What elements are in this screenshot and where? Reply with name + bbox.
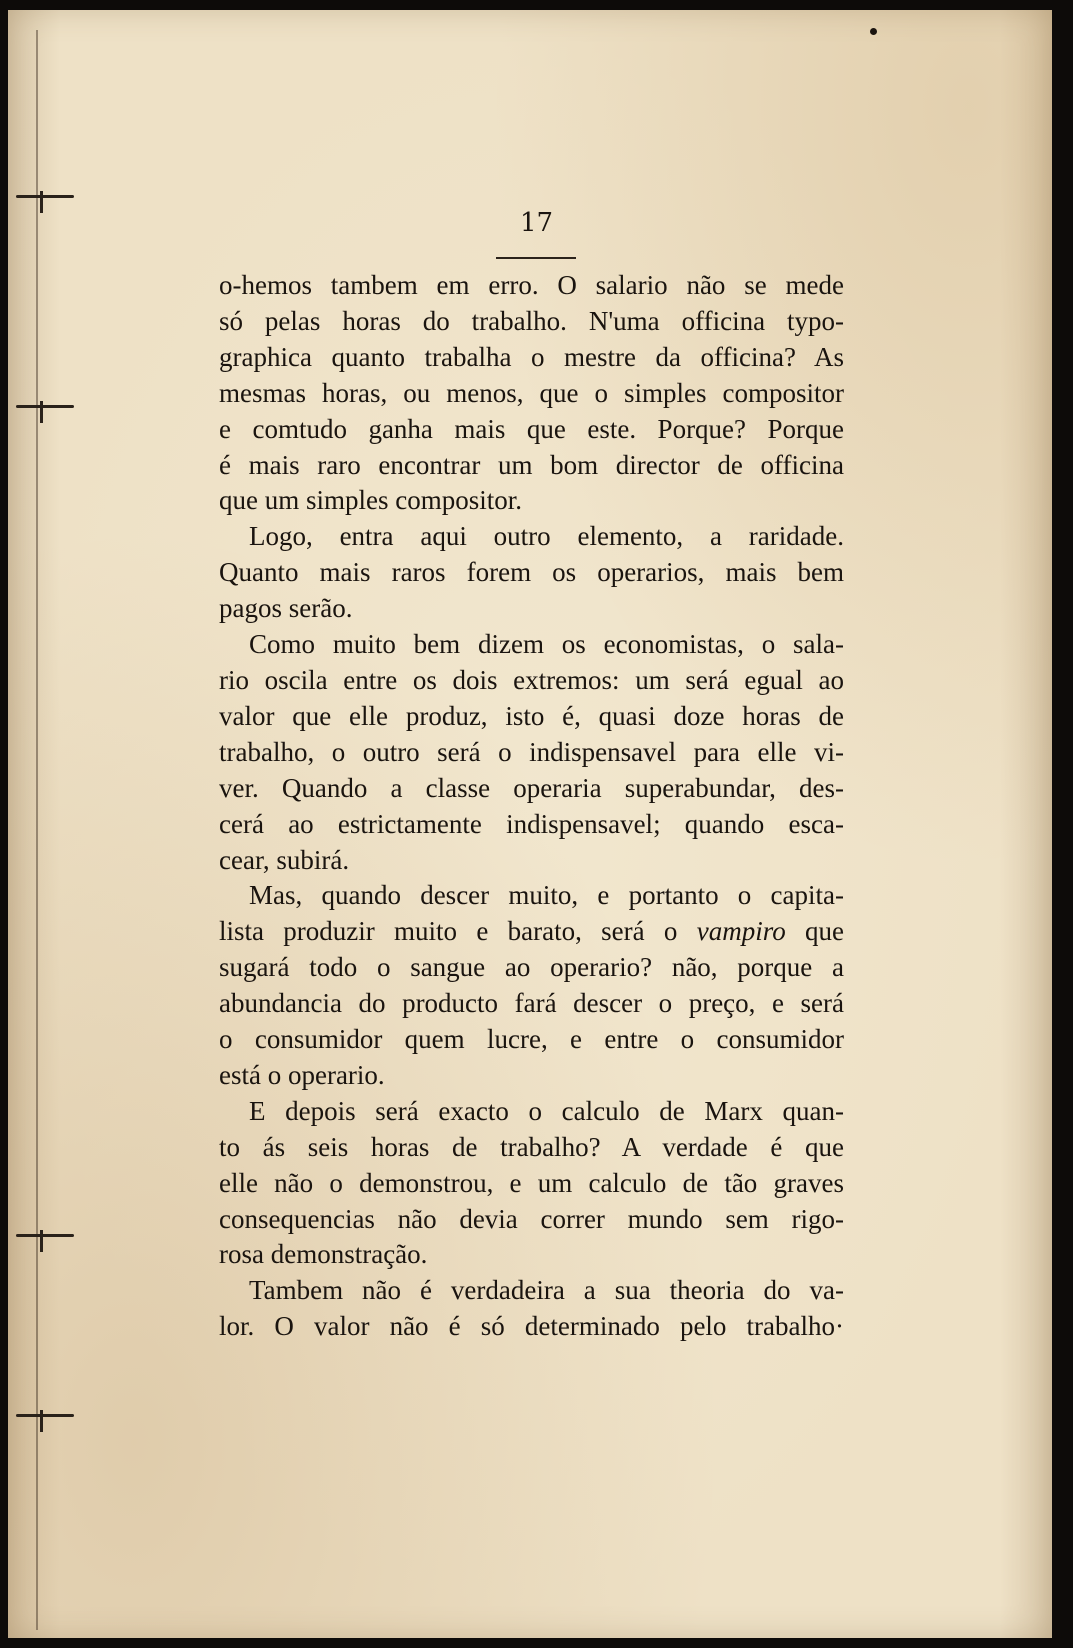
text-line: rio oscila entre os dois extremos: um será egual ao: [219, 664, 844, 695]
text-line: é mais raro encontrar um bom director de officina: [219, 449, 844, 480]
text-line: Tambem não é verdadeira a sua theoria do va-: [249, 1275, 844, 1306]
text-line: cerá ao estrictamente indispensavel; quando esca-: [219, 808, 844, 839]
binding-stitch: [16, 405, 74, 408]
text-line: Logo, entra aqui outro elemento, a raridade.: [249, 521, 844, 552]
paragraph: [219, 519, 844, 627]
body-text: [219, 268, 844, 1345]
text-line: trabalho, o outro será o indispensavel para elle vi-: [219, 736, 844, 767]
emphasis: vampiro: [696, 916, 786, 947]
paragraph: [219, 627, 844, 878]
binding-stitch: [16, 195, 74, 198]
text-line: lor. O valor não é só determinado pelo trabalho·: [219, 1311, 844, 1342]
paragraph: [219, 1273, 844, 1345]
text-line: E depois será exacto o calculo de Marx quan-: [249, 1095, 844, 1126]
text-line: elle não o demonstrou, e um calculo de tão graves: [219, 1167, 844, 1198]
text-line: pagos serão.: [219, 593, 353, 624]
page-number-rule: [496, 257, 576, 259]
text-line: consequencias não devia correr mundo sem rigo-: [219, 1203, 844, 1234]
text-line: o consumidor quem lucre, e entre o consumidor: [219, 1024, 844, 1055]
text-line: Mas, quando descer muito, e portanto o capita-: [249, 880, 844, 911]
ink-spot: [870, 28, 877, 35]
text-line: que um simples compositor.: [219, 485, 522, 516]
text-line: cear, subirá.: [219, 844, 350, 875]
binding-stitch: [16, 1234, 74, 1237]
binding-gutter: [36, 30, 38, 1630]
binding-stitch: [16, 1414, 74, 1417]
text-line: graphica quanto trabalha o mestre da officina? As: [219, 341, 844, 372]
text-line: to ás seis horas de trabalho? A verdade é que: [219, 1131, 844, 1162]
text-line: mesmas horas, ou menos, que o simples compositor: [219, 377, 844, 408]
text-line: está o operario.: [219, 1059, 385, 1090]
text-line: lista produzir muito e barato, será o vampiro que: [219, 916, 844, 947]
text-line: e comtudo ganha mais que este. Porque? Porque: [219, 413, 844, 444]
paragraph: [219, 268, 844, 519]
text-line: só pelas horas do trabalho. N'uma officina typo-: [219, 305, 844, 336]
page-number: 17: [519, 208, 554, 238]
text-line: abundancia do producto fará descer o preço, e será: [219, 988, 844, 1019]
paragraph: [219, 878, 844, 1093]
text-line: Quanto mais raros forem os operarios, mais bem: [219, 557, 844, 588]
text-line: valor que elle produz, isto é, quasi doze horas de: [219, 700, 844, 731]
text-line: Como muito bem dizem os economistas, o sala-: [249, 629, 844, 660]
text-line: sugará todo o sangue ao operario? não, porque a: [219, 952, 844, 983]
paragraph: [219, 1094, 844, 1274]
text-line: ver. Quando a classe operaria superabundar, des-: [219, 772, 844, 803]
text-line: rosa demonstração.: [219, 1239, 428, 1270]
text-line: o-hemos tambem em erro. O salario não se mede: [219, 270, 844, 300]
